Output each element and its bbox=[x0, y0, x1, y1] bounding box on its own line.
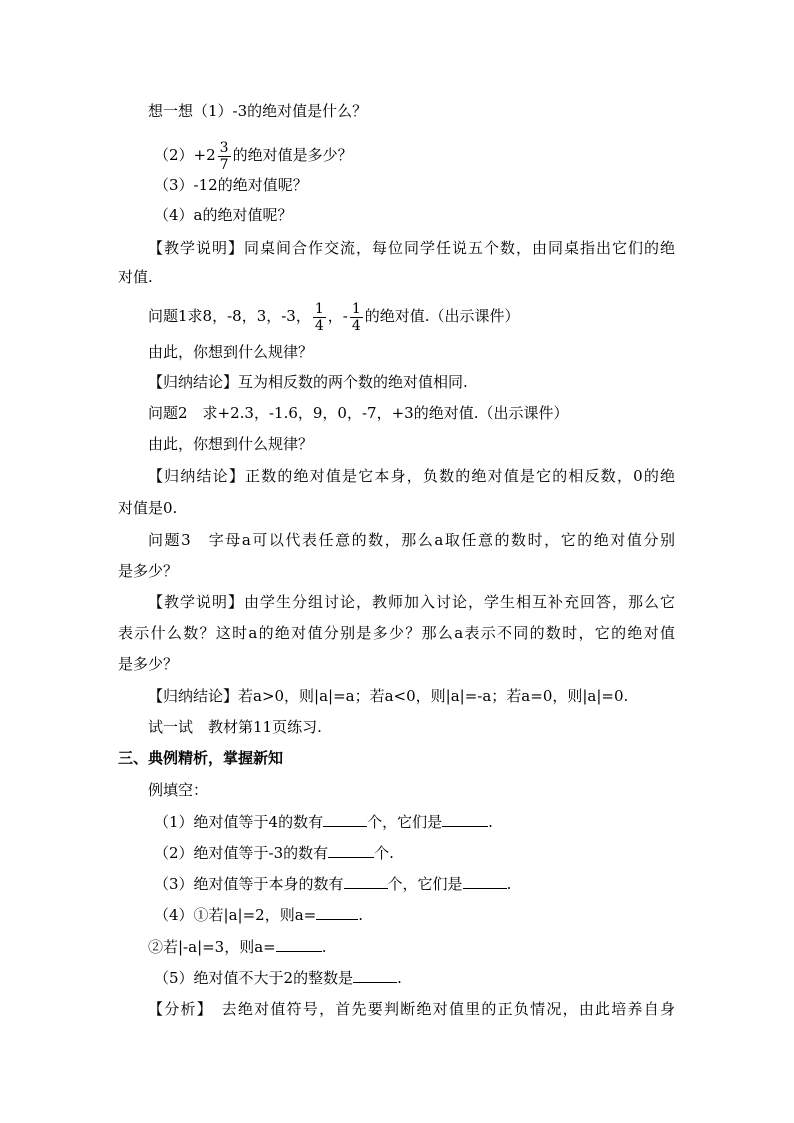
text-fragment: . bbox=[321, 938, 327, 956]
text-fragment: 问题1求8，-8，3，-3， bbox=[148, 307, 311, 325]
fraction bbox=[313, 301, 326, 334]
text-line: 【教学说明】同桌间合作交流，每位同学任说五个数，由同桌指出它们的绝 bbox=[148, 239, 675, 257]
text-line: 问题2 求+2.3，-1.6，9，0，-7，+3的绝对值.（出示课件） bbox=[148, 404, 569, 422]
text-line: 对值是0. bbox=[118, 499, 178, 517]
answer-blank bbox=[344, 873, 388, 889]
fraction bbox=[350, 301, 363, 334]
text-fragment: 的绝对值.（出示课件） bbox=[364, 307, 520, 325]
text-line: 【归纳结论】正数的绝对值是它本身，负数的绝对值是它的相反数，0的绝 bbox=[148, 467, 675, 485]
text-line bbox=[154, 873, 511, 894]
text-fragment: 个，它们是 bbox=[367, 813, 443, 831]
fraction-denominator: 4 bbox=[351, 317, 361, 334]
text-line: 表示什么数？这时a的绝对值分别是多少？那么a表示不同的数时，它的绝对值 bbox=[118, 624, 675, 642]
section-heading: 三、典例精析，掌握新知 bbox=[118, 749, 284, 767]
text-line: 是多少？ bbox=[118, 562, 179, 580]
answer-blank bbox=[463, 873, 507, 889]
text-line: （3）-12的绝对值呢？ bbox=[154, 176, 308, 194]
text-line bbox=[154, 904, 363, 925]
text-fragment: . bbox=[488, 813, 493, 831]
text-line: 问题3 字母a可以代表任意的数，那么a取任意的数时，它的绝对值分别 bbox=[148, 531, 675, 549]
text-line: 由此，你想到什么规律？ bbox=[148, 435, 314, 453]
answer-blank bbox=[328, 842, 374, 858]
text-fragment: （2）绝对值等于-3的数有 bbox=[154, 844, 329, 862]
text-fragment: （4）①若|a|=2，则a= bbox=[154, 906, 317, 924]
text-line: 【归纳结论】互为相反数的两个数的绝对值相同. bbox=[148, 373, 468, 391]
answer-blank bbox=[316, 904, 358, 920]
text-line: （4）a的绝对值呢？ bbox=[154, 206, 293, 224]
fraction-numerator: 3 bbox=[219, 139, 229, 156]
text-fragment: （2）+2 bbox=[154, 146, 216, 164]
text-fragment: ，- bbox=[327, 307, 348, 325]
text-fragment: ②若|-a|=3，则a= bbox=[148, 938, 276, 956]
text-fragment: （3）绝对值等于本身的数有 bbox=[154, 875, 344, 893]
text-fragment: . bbox=[358, 906, 363, 924]
text-line: 是多少？ bbox=[118, 655, 179, 673]
text-fragment: 个. bbox=[374, 844, 394, 862]
answer-blank bbox=[276, 936, 322, 952]
text-fragment: （5）绝对值不大于2的整数是 bbox=[154, 969, 354, 987]
text-line: 例填空： bbox=[148, 781, 209, 799]
fraction-denominator: 4 bbox=[314, 317, 324, 334]
fraction-denominator: 7 bbox=[219, 156, 229, 173]
text-line bbox=[148, 297, 520, 335]
answer-blank bbox=[442, 811, 488, 827]
text-line bbox=[154, 842, 394, 863]
text-fragment: （1）绝对值等于4的数有 bbox=[154, 813, 324, 831]
answer-blank bbox=[323, 811, 367, 827]
text-line: 试一试 教材第11页练习. bbox=[148, 718, 322, 736]
text-line: 【分析】 去绝对值符号，首先要判断绝对值里的正负情况，由此培养自身 bbox=[148, 1000, 675, 1018]
text-fragment: 的绝对值是多少？ bbox=[232, 146, 353, 164]
text-line: 【教学说明】由学生分组讨论，教师加入讨论，学生相互补充回答，那么它 bbox=[148, 593, 675, 611]
text-line bbox=[148, 936, 327, 957]
text-line: 想一想（1）-3的绝对值是什么？ bbox=[148, 102, 368, 120]
text-fragment: . bbox=[397, 969, 402, 987]
text-fragment: . bbox=[506, 875, 512, 893]
text-line: 对值. bbox=[118, 268, 153, 286]
text-fragment: 个，它们是 bbox=[387, 875, 463, 893]
text-line: 由此，你想到什么规律？ bbox=[148, 343, 314, 361]
fraction-numerator: 1 bbox=[351, 300, 361, 317]
text-line bbox=[154, 136, 353, 174]
fraction bbox=[218, 140, 231, 173]
text-line: 【归纳结论】若a>0，则|a|=a；若a<0，则|a|=-a；若a=0，则|a|=0. bbox=[148, 687, 629, 705]
text-line bbox=[154, 811, 493, 832]
text-line bbox=[154, 967, 402, 988]
fraction-numerator: 1 bbox=[314, 300, 324, 317]
answer-blank bbox=[353, 967, 397, 983]
